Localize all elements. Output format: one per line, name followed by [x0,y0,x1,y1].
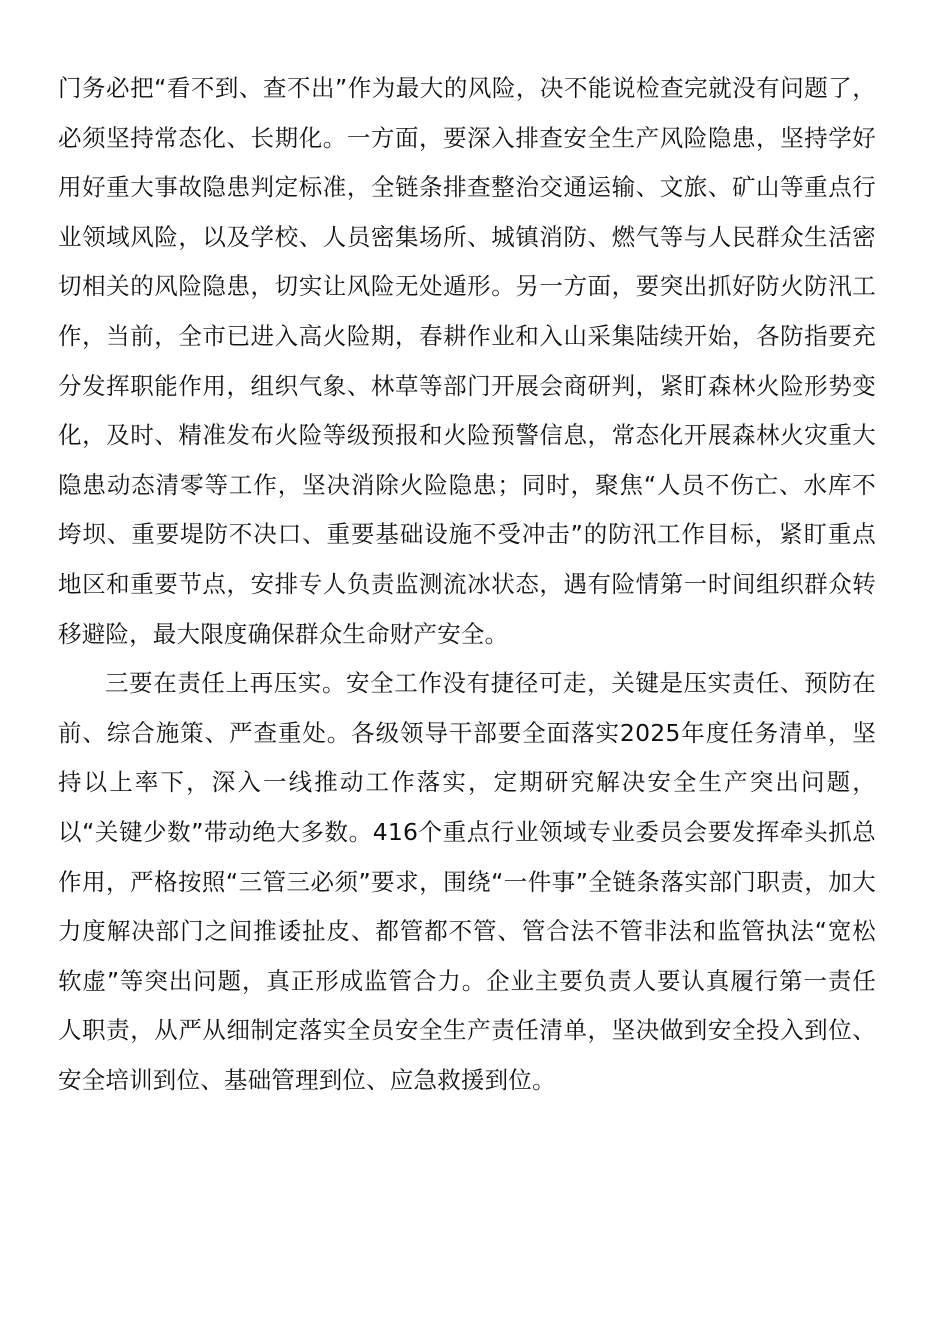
document-body [58,64,876,1105]
paragraph-continuation: 门务必把“看不到、查不出”作为最大的风险，决不能说检查完就没有问题了，必须坚持常态化、长期化。一方面，要深入排查安全生产风险隐患，坚持学好用好重大事故隐患判定标准，全链条排查整治交通运输、文旅、矿山等重点行业领域风险，以及学校、人员密集场所、城镇消防、燃气等与人民群众生活密切相关的风险隐患，切实让风险无处遁形。另一方面，要突出抓好防火防汛工作，当前，全市已进入高火险期，春耕作业和入山采集陆续开始，各防指要充分发挥职能作用，组织气象、林草等部门开展会商研判，紧盯森林火险形势变化，及时、精准发布火险等级预报和火险预警信息，常态化开展森林火灾重大隐患动态清零等工作，坚决消除火险隐患；同时，聚焦“人员不伤亡、水库不垮坝、重要堤防不决口、重要基础设施不受冲击”的防汛工作目标，紧盯重点地区和重要节点，安排专人负责监测流冰状态，遇有险情第一时间组织群众转移避险，最大限度确保群众生命财产安全。 [58,74,876,648]
paragraph-responsibility: 三要在责任上再压实。安全工作没有捷径可走，关键是压实责任、预防在前、综合施策、严查重处。各级领导干部要全面落实2025年度任务清单，坚持以上率下，深入一线推动工作落实，定期研究解决安全生产突出问题，以“关键少数”带动绝大多数。416个重点行业领域专业委员会要发挥牵头抓总作用，严格按照“三管三必须”要求，围绕“一件事”全链条落实部门职责，加大力度解决部门之间推诿扯皮、都管都不管、管合法不管非法和监管执法“宽松软虚”等突出问题，真正形成监管合力。企业主要负责人要认真履行第一责任人职责，从严从细制定落实全员安全生产责任清单，坚决做到安全投入到位、安全培训到位、基础管理到位、应急救援到位。 [58,669,876,1094]
